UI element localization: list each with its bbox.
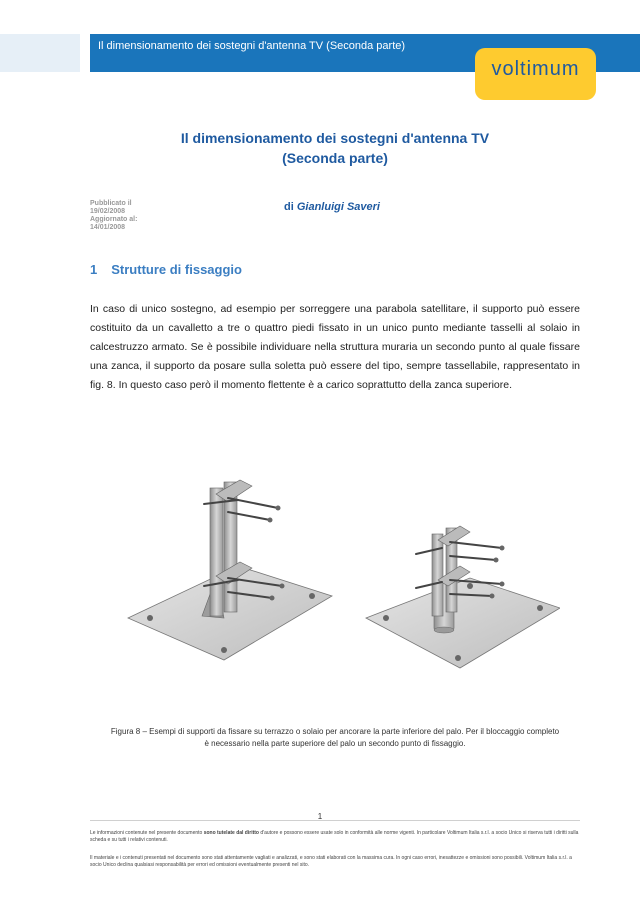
section-number: 1 [90, 262, 98, 277]
section-title: Strutture di fissaggio [111, 262, 242, 277]
document-title-line2: (Seconda parte) [282, 150, 388, 166]
author-name: Gianluigi Saveri [296, 201, 380, 213]
body-paragraph: In caso di unico sostegno, ad esempio per sorreggere una parabola satellitare, il supporto può essere costituito da un cavalletto a tre o quattro piedi fissato in un unico punto mediante tasselli al solaio in calcestruzzo armato. Se è possibile individuare nella struttura muraria un secondo punto al quale fissare una zanca, il supporto da posare sulla soletta può essere del tipo, sempre tassellabile, rappresentato in fig. 8. In questo caso però il momento flettente è a carico soprattutto della zanca superiore. [90, 303, 580, 391]
support-left [128, 480, 332, 660]
footer-p1-b: sono tutelate dal diritto [203, 830, 259, 836]
footer-divider [90, 820, 580, 821]
page-number: 1 [317, 812, 323, 821]
header-band-title: Il dimensionamento dei sostegni d'antenna TV (Seconda parte) [98, 40, 406, 52]
section-heading [90, 262, 242, 277]
footer-p1-a: Le informazioni contenute nel presente documento [90, 830, 204, 836]
figure-caption [90, 726, 580, 750]
author-prefix: di [284, 201, 294, 213]
footer-p1-c: d'autore e possono essere usate solo in conformità alle norme vigenti. In particolare Voltimum Italia s.r.l. a socio Unico si riserva tutti i diritti sulla scheda e su tutti i relativi contenuti. [90, 830, 579, 843]
footer-disclaimer: Il materiale e i contenuti presentati nel documento sono stati attentamente vagliati e analizzati, e sono stati elaborati con la massima cura. In ogni caso errori, inesattezze e omissioni sono possibili. Voltimum Italia s.r.l. a socio Unico declina qualsiasi responsabilità per errori ed omissioni eventualmente presenti nel sito. [90, 855, 572, 868]
document-title-line1: Il dimensionamento dei sostegni d'antenna TV [180, 130, 490, 146]
figure-caption-line1: Figura 8 – Esempi di supporti da fissare su terrazzo o solaio per ancorare la parte inferiore del palo. Per il bloccaggio completo [110, 727, 560, 736]
header-band-left [0, 34, 80, 72]
published-date: 19/02/2008 [90, 208, 126, 215]
figure-caption-line2: è necessario nella parte superiore del palo un secondo punto di fissaggio. [204, 739, 466, 748]
upright-left-a [210, 488, 223, 616]
updated-label: Aggiornato al: [90, 216, 138, 223]
published-label: Pubblicato il [90, 200, 132, 207]
publication-meta [90, 200, 137, 232]
figure-illustration [120, 468, 560, 678]
voltimum-logo[interactable] [475, 48, 596, 100]
base-plate-right [366, 578, 560, 668]
author-line [284, 201, 380, 213]
updated-date: 14/01/2008 [90, 224, 126, 231]
upright-right-a [432, 534, 443, 616]
logo-text: voltimum [491, 58, 580, 80]
footer-copyright [90, 830, 580, 844]
support-right [366, 526, 560, 668]
